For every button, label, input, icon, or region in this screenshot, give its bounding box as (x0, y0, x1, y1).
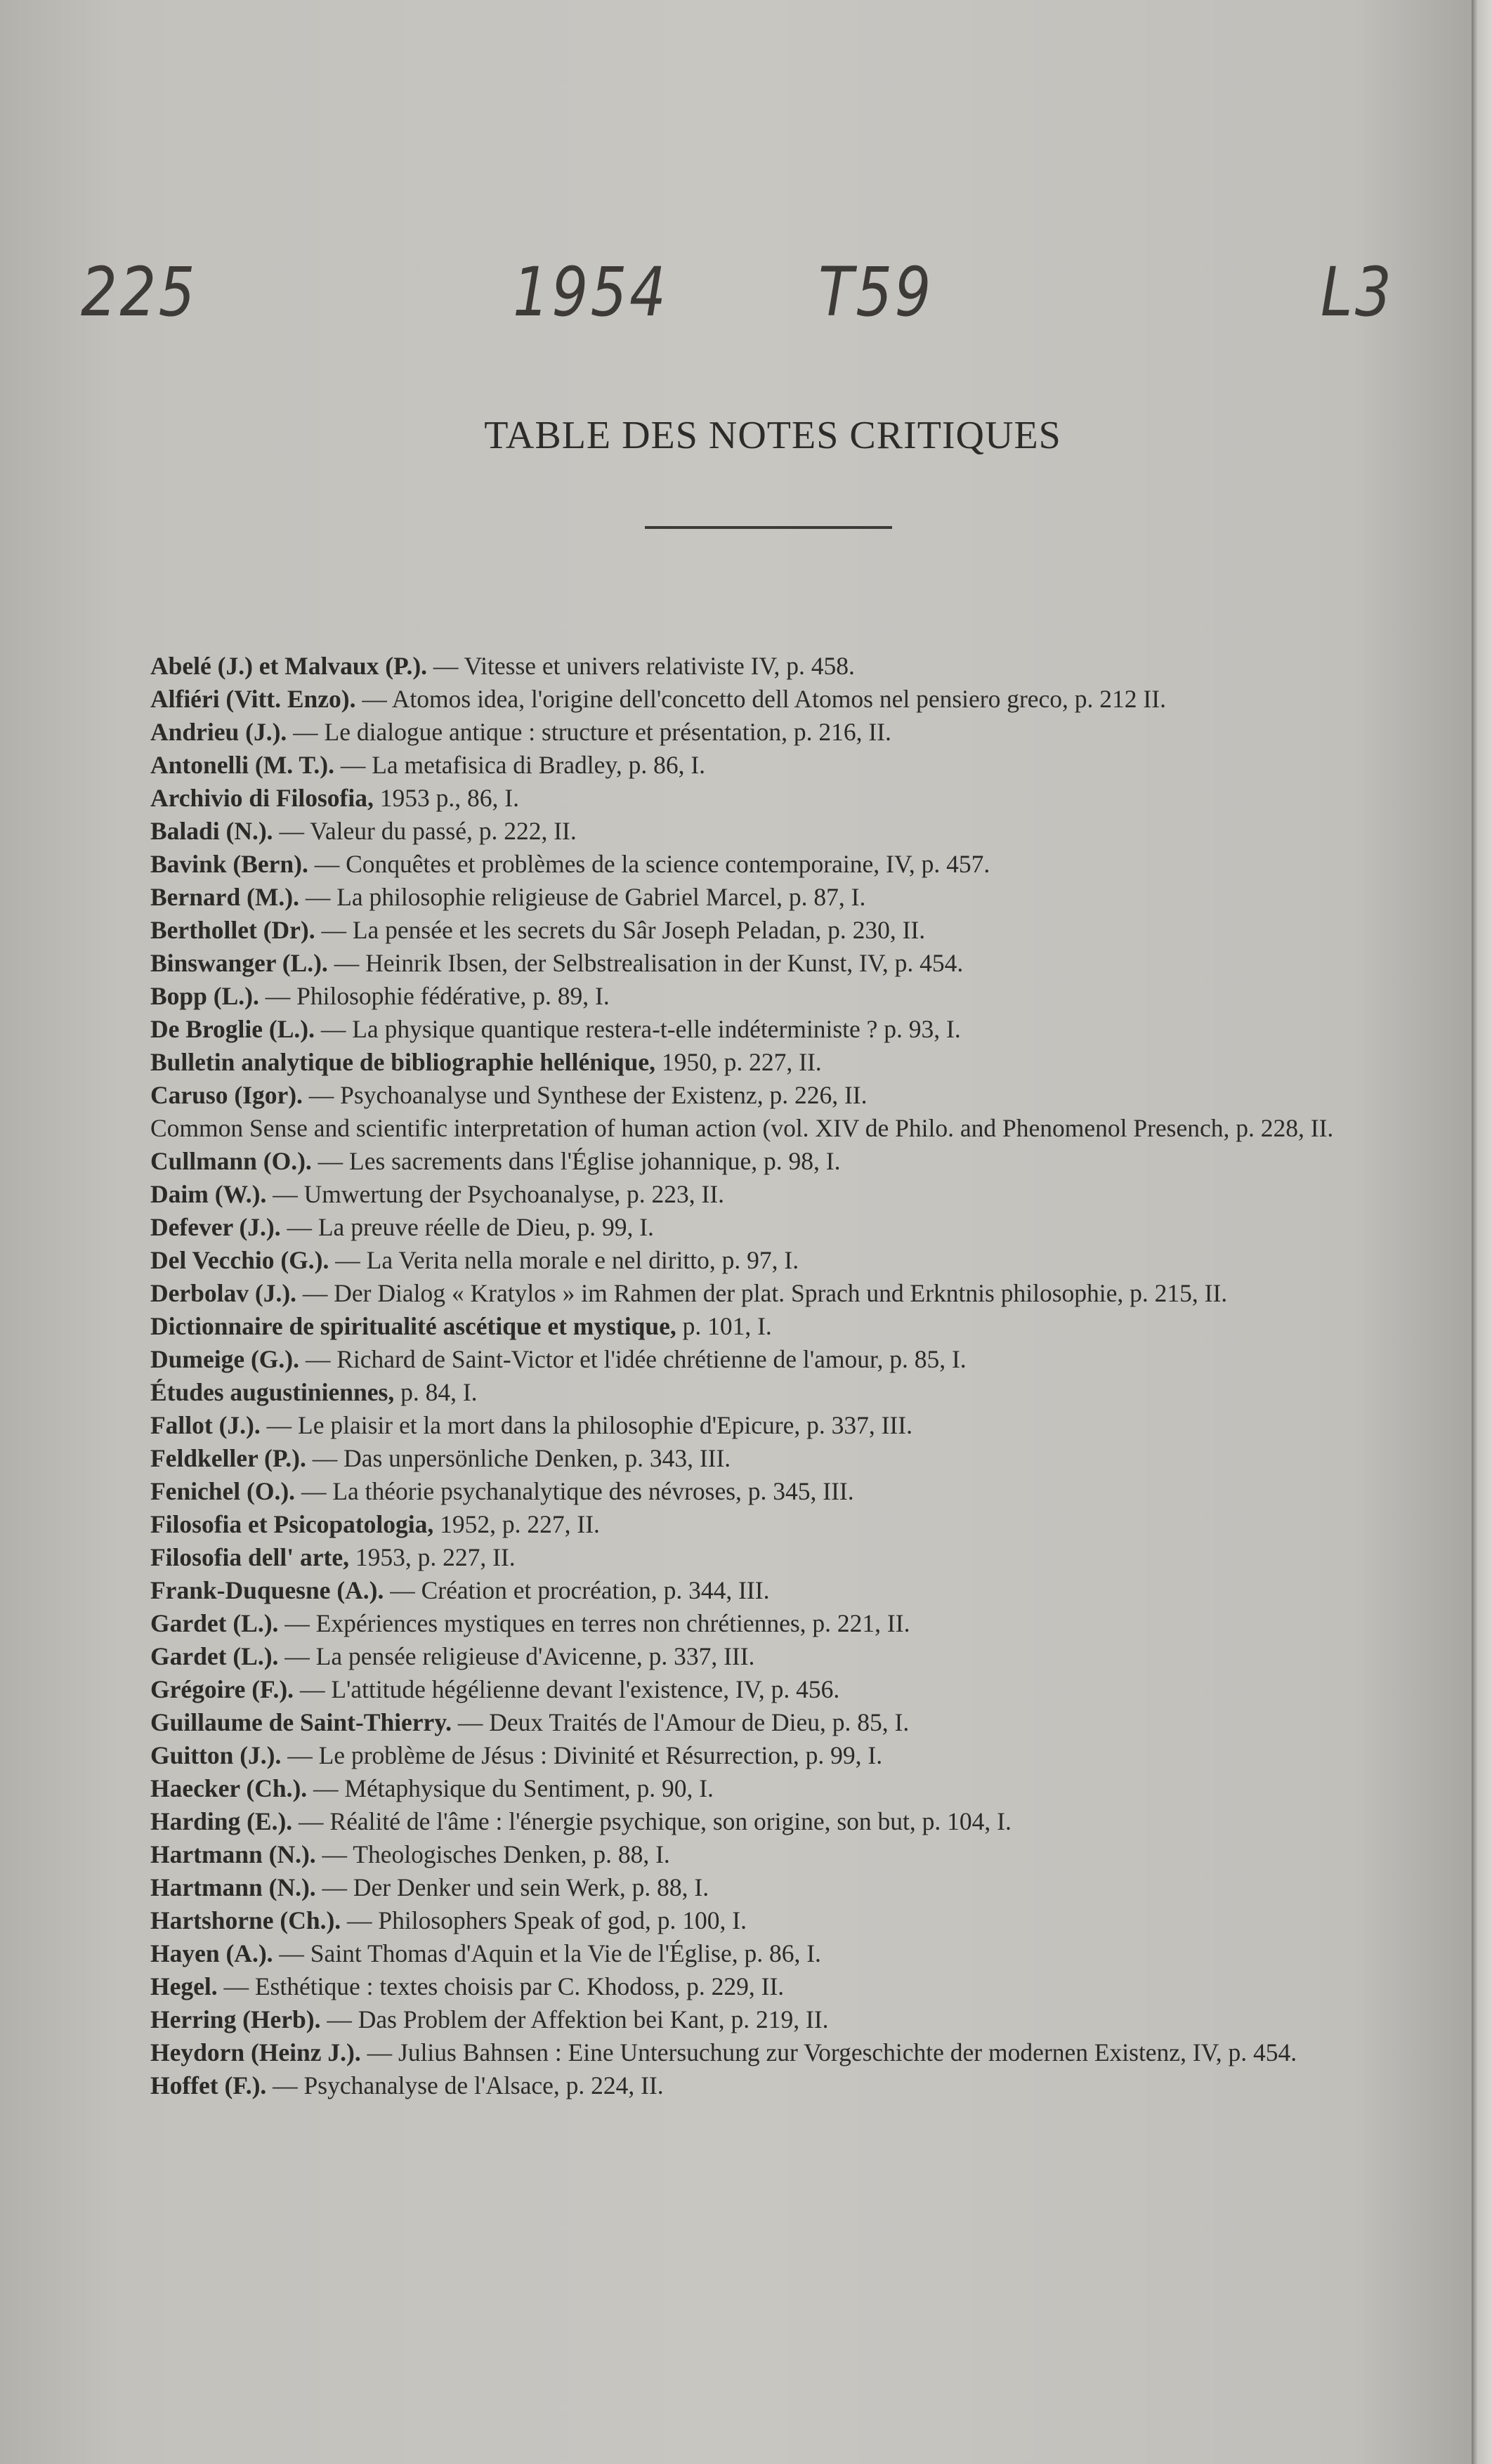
page-edge (1472, 0, 1492, 2464)
entry-reference: Common Sense and scientific interpretation of human action (vol. XIV de Philo. and Phenomenol Presench, p. 228, II. (150, 1114, 1334, 1142)
entry-reference: p. 101, I. (676, 1312, 772, 1340)
index-entry (150, 815, 1408, 848)
index-entry (150, 1145, 1408, 1178)
entry-author: De Broglie (L.). (150, 1015, 315, 1043)
entry-author: Feldkeller (P.). (150, 1444, 306, 1472)
entry-reference: — Philosophers Speak of god, p. 100, I. (341, 1906, 747, 1934)
handwritten-number: 225 (81, 253, 197, 332)
index-entry (150, 1937, 1408, 1970)
entry-reference: — Julius Bahnsen : Eine Untersuchung zur Vorgeschichte der modernen Existenz, IV, p. 454. (360, 2038, 1297, 2066)
index-entry (150, 980, 1408, 1013)
entry-author: Del Vecchio (G.). (150, 1246, 329, 1274)
entry-author: Cullmann (O.). (150, 1147, 312, 1175)
entry-author: Guillaume de Saint-Thierry. (150, 1708, 452, 1736)
entry-reference: — Deux Traités de l'Amour de Dieu, p. 85, I. (451, 1708, 910, 1736)
index-entry (150, 1178, 1408, 1211)
entry-author: Heydorn (Heinz J.). (150, 2038, 361, 2066)
index-entry (150, 1739, 1408, 1772)
entry-reference: — Création et procréation, p. 344, III. (384, 1576, 770, 1604)
index-entry (150, 1442, 1408, 1475)
entry-reference: — Valeur du passé, p. 222, II. (273, 817, 577, 845)
entry-author: Archivio di Filosofia, (150, 784, 374, 812)
entry-reference: — La pensée et les secrets du Sâr Joseph Peladan, p. 230, II. (315, 916, 926, 944)
index-entry (150, 1640, 1408, 1673)
index-entry (150, 1772, 1408, 1805)
entry-reference: — L'attitude hégélienne devant l'existence, IV, p. 456. (294, 1675, 840, 1703)
index-entry (150, 1244, 1408, 1277)
entry-reference: — La physique quantique restera-t-elle indéterministe ? p. 93, I. (315, 1015, 961, 1043)
entry-author: Bulletin analytique de bibliographie hellénique, (150, 1048, 656, 1076)
entry-reference: — Conquêtes et problèmes de la science contemporaine, IV, p. 457. (308, 850, 990, 878)
entry-author: Haecker (Ch.). (150, 1774, 308, 1802)
entry-reference: — Esthétique : textes choisis par C. Khodoss, p. 229, II. (217, 1972, 785, 2000)
index-entry (150, 1904, 1408, 1937)
entry-author: Derbolav (J.). (150, 1279, 297, 1307)
entry-author: Bopp (L.). (150, 982, 259, 1010)
entries-list (150, 650, 1408, 2102)
index-entry (150, 1079, 1408, 1112)
entry-reference: — Le plaisir et la mort dans la philosophie d'Epicure, p. 337, III. (260, 1411, 912, 1439)
handwritten-volume: T59 (818, 253, 934, 332)
index-entry (150, 1046, 1408, 1079)
index-entry (150, 914, 1408, 947)
entry-author: Berthollet (Dr). (150, 916, 315, 944)
index-entry (150, 2036, 1408, 2069)
handwritten-shelf-mark: L3 (1321, 253, 1394, 332)
entry-author: Filosofia et Psicopatologia, (150, 1510, 434, 1538)
entry-author: Fenichel (O.). (150, 1477, 296, 1505)
index-entry (150, 1376, 1408, 1409)
entry-reference: — Saint Thomas d'Aquin et la Vie de l'Église, p. 86, I. (273, 1939, 821, 1967)
index-entry (150, 716, 1408, 749)
entry-reference: — Der Denker und sein Werk, p. 88, I. (315, 1873, 709, 1901)
entry-author: Binswanger (L.). (150, 949, 328, 977)
entry-reference: — La pensée religieuse d'Avicenne, p. 337, III. (278, 1642, 755, 1670)
entry-reference: — Expériences mystiques en terres non chrétiennes, p. 221, II. (278, 1609, 910, 1637)
index-entry (150, 1673, 1408, 1706)
entry-reference: 1952, p. 227, II. (433, 1510, 600, 1538)
index-entry (150, 848, 1408, 881)
entry-reference: — Métaphysique du Sentiment, p. 90, I. (307, 1774, 714, 1802)
entry-author: Guitton (J.). (150, 1741, 282, 1769)
index-entry (150, 881, 1408, 914)
entry-reference: — Philosophie fédérative, p. 89, I. (259, 982, 610, 1010)
entry-reference: — Umwertung der Psychoanalyse, p. 223, II. (266, 1180, 725, 1208)
entry-reference: — Vitesse et univers relativiste IV, p. 458. (427, 652, 855, 680)
entry-reference: — Richard de Saint-Victor et l'idée chrétienne de l'amour, p. 85, I. (299, 1345, 967, 1373)
index-entry (150, 650, 1408, 683)
entry-author: Fallot (J.). (150, 1411, 261, 1439)
entry-author: Hegel. (150, 1972, 218, 2000)
entry-author: Dumeige (G.). (150, 1345, 299, 1373)
index-entry (150, 1475, 1408, 1508)
entry-reference: 1953 p., 86, I. (373, 784, 519, 812)
entry-author: Abelé (J.) et Malvaux (P.). (150, 652, 428, 680)
entry-reference: — Heinrik Ibsen, der Selbstrealisation in der Kunst, IV, p. 454. (327, 949, 964, 977)
entry-author: Defever (J.). (150, 1213, 281, 1241)
entry-author: Gardet (L.). (150, 1609, 279, 1637)
entry-reference: — La preuve réelle de Dieu, p. 99, I. (280, 1213, 654, 1241)
entry-author: Baladi (N.). (150, 817, 273, 845)
entry-author: Bernard (M.). (150, 883, 299, 911)
entry-reference: — Le dialogue antique : structure et présentation, p. 216, II. (287, 718, 891, 746)
index-entry (150, 1574, 1408, 1607)
index-entry (150, 683, 1408, 716)
index-entry (150, 1013, 1408, 1046)
handwritten-year: 1954 (513, 253, 669, 332)
index-entry (150, 2003, 1408, 2036)
entry-author: Antonelli (M. T.). (150, 751, 334, 779)
entry-reference: p. 84, I. (394, 1378, 478, 1406)
entry-author: Herring (Herb). (150, 2005, 321, 2033)
entry-reference: — La philosophie religieuse de Gabriel Marcel, p. 87, I. (299, 883, 866, 911)
entry-reference: 1950, p. 227, II. (655, 1048, 822, 1076)
entry-reference: — Theologisches Denken, p. 88, I. (315, 1840, 670, 1868)
entry-reference: — Le problème de Jésus : Divinité et Résurrection, p. 99, I. (281, 1741, 883, 1769)
page-title: TABLE DES NOTES CRITIQUES (484, 414, 1061, 457)
entry-author: Hartshorne (Ch.). (150, 1906, 341, 1934)
entry-author: Dictionnaire de spiritualité ascétique et mystique, (150, 1312, 676, 1340)
entry-author: Hoffet (F.). (150, 2071, 267, 2099)
index-entry (150, 1805, 1408, 1838)
entry-reference: — Les sacrements dans l'Église johannique, p. 98, I. (311, 1147, 841, 1175)
entry-author: Hartmann (N.). (150, 1840, 316, 1868)
entry-reference: — Psychanalyse de l'Alsace, p. 224, II. (266, 2071, 664, 2099)
entry-author: Daim (W.). (150, 1180, 267, 1208)
entry-author: Bavink (Bern). (150, 850, 308, 878)
index-entry (150, 1838, 1408, 1871)
entry-reference: — Der Dialog « Kratylos » im Rahmen der plat. Sprach und Erkntnis philosophie, p. 215, II. (296, 1279, 1228, 1307)
entry-reference: — Psychoanalyse und Synthese der Existenz, p. 226, II. (302, 1081, 868, 1109)
index-entry (150, 1706, 1408, 1739)
index-entry (150, 1508, 1408, 1541)
entry-author: Filosofia dell' arte, (150, 1543, 349, 1571)
index-entry (150, 2069, 1408, 2102)
entry-author: Harding (E.). (150, 1807, 293, 1835)
entry-author: Frank-Duquesne (A.). (150, 1576, 384, 1604)
entry-author: Hayen (A.). (150, 1939, 273, 1967)
entry-author: Études augustiniennes, (150, 1378, 395, 1406)
entry-author: Caruso (Igor). (150, 1081, 303, 1109)
index-entry (150, 947, 1408, 980)
index-entry (150, 1310, 1408, 1343)
entry-author: Alfiéri (Vitt. Enzo). (150, 685, 356, 713)
index-entry (150, 782, 1408, 815)
index-entry (150, 749, 1408, 782)
entry-author: Gardet (L.). (150, 1642, 279, 1670)
entry-reference: — Das unpersönliche Denken, p. 343, III. (306, 1444, 731, 1472)
entry-reference: — La metafisica di Bradley, p. 86, I. (334, 751, 706, 779)
index-entry (150, 1970, 1408, 2003)
entry-author: Hartmann (N.). (150, 1873, 316, 1901)
entry-reference: — La théorie psychanalytique des névroses, p. 345, III. (295, 1477, 854, 1505)
index-entry (150, 1607, 1408, 1640)
index-entry (150, 1112, 1408, 1145)
entry-reference: — Das Problem der Affektion bei Kant, p. 219, II. (320, 2005, 829, 2033)
title-rule (645, 526, 892, 529)
index-entry (150, 1211, 1408, 1244)
entry-author: Grégoire (F.). (150, 1675, 294, 1703)
index-entry (150, 1541, 1408, 1574)
entry-reference: — Atomos idea, l'origine dell'concetto dell Atomos nel pensiero greco, p. 212 II. (355, 685, 1166, 713)
index-entry (150, 1409, 1408, 1442)
entry-reference: — La Verita nella morale e nel diritto, p. 97, I. (329, 1246, 799, 1274)
entry-author: Andrieu (J.). (150, 718, 287, 746)
entry-reference: — Réalité de l'âme : l'énergie psychique, son origine, son but, p. 104, I. (292, 1807, 1012, 1835)
index-entry (150, 1343, 1408, 1376)
index-entry (150, 1277, 1408, 1310)
index-entry (150, 1871, 1408, 1904)
entry-reference: 1953, p. 227, II. (348, 1543, 516, 1571)
